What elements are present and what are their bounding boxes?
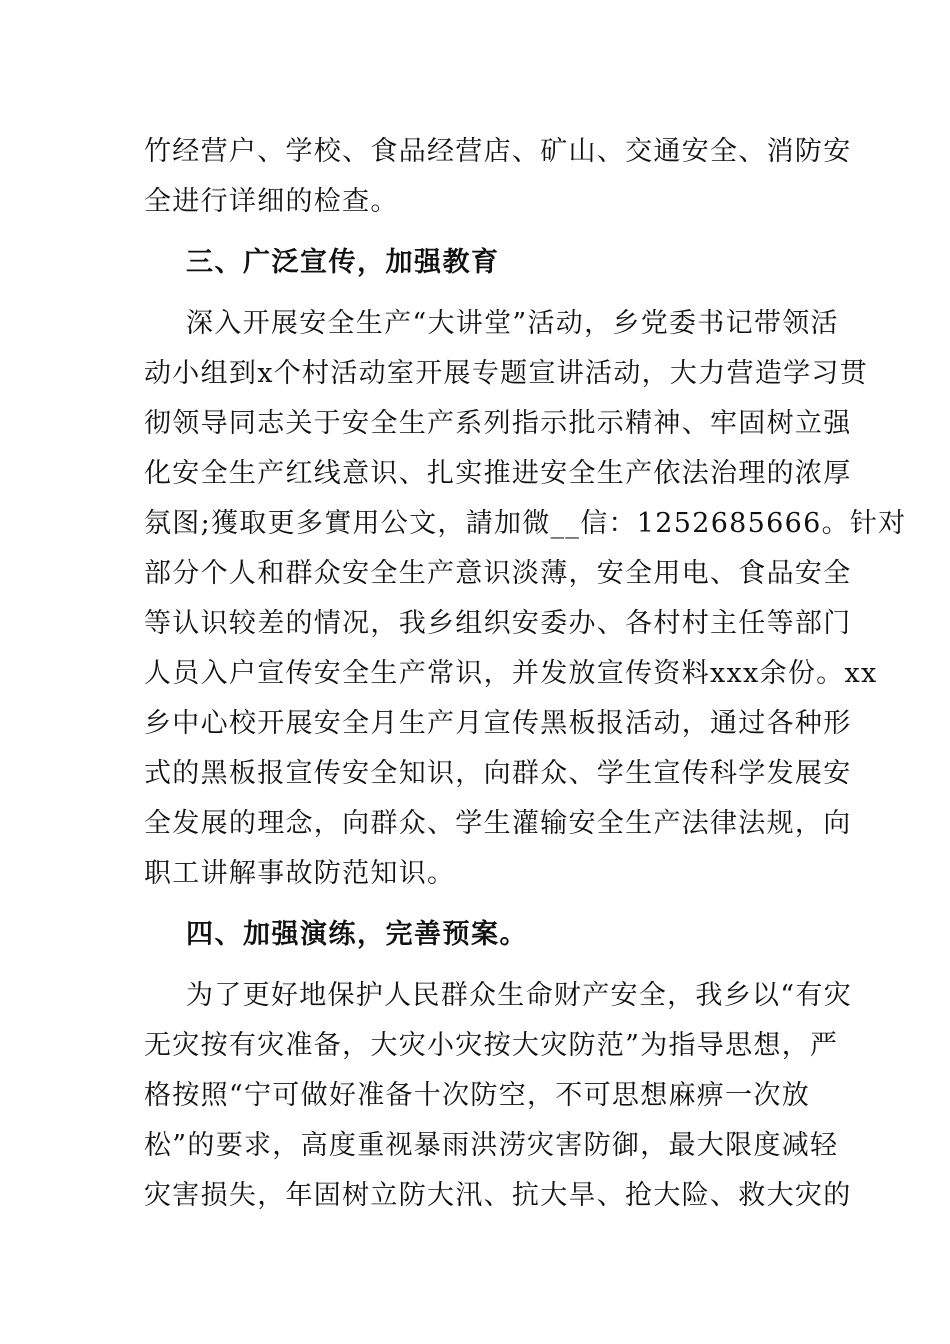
section-heading-4: 四、加强演练，完善预案。 [186,919,528,950]
body-line: 全发展的理念，向群众、学生灌输安全生产法律法规，向 [144,808,852,839]
body-line: 竹经营户、学校、食品经营店、矿山、交通安全、消防安 [144,136,852,167]
body-line: 化安全生产红线意识、扎实推进安全生产依法治理的浓厚 [144,458,852,489]
body-line: 彻领导同志关于安全生产系列指示批示精神、牢固树立强 [144,408,852,439]
body-line: 全进行详细的检查。 [144,186,399,217]
body-line: 等认识较差的情况，我乡组织安委办、各村村主任等部门 [144,608,852,639]
body-line: 松”的要求，高度重视暴雨洪涝灾害防御，最大限度减轻 [144,1130,839,1161]
body-line: 部分个人和群众安全生产意识淡薄，安全用电、食品安全 [144,558,852,589]
body-line: 为了更好地保护人民群众生命财产安全，我乡以“有灾 [186,980,853,1011]
body-line: 氛图;獲取更多實用公文，請加微__信：1252685666。针对 [144,508,907,539]
body-line: 灾害损失，年固树立防大汛、抗大旱、抢大险、救大灾的 [144,1180,852,1211]
section-heading-3: 三、广泛宣传，加强教育 [186,247,500,278]
body-line: 式的黑板报宣传安全知识，向群众、学生宣传科学发展安 [144,758,852,789]
body-line: 深入开展安全生产“大讲堂”活动，乡党委书记带领活 [186,308,839,339]
body-line: 格按照“宁可做好准备十次防空，不可思想麻痹一次放 [144,1080,811,1111]
body-line: 无灾按有灾准备，大灾小灾按大灾防范”为指导思想，严 [144,1030,839,1061]
body-line: 人员入户宣传安全生产常识，并发放宣传资料xxx余份。xx [144,658,878,689]
body-line: 动小组到x个村活动室开展专题宣讲活动，大力营造学习贯 [144,358,869,389]
body-line: 职工讲解事故防范知识。 [144,858,456,889]
body-line: 乡中心校开展安全月生产月宣传黑板报活动，通过各种形 [144,708,852,739]
